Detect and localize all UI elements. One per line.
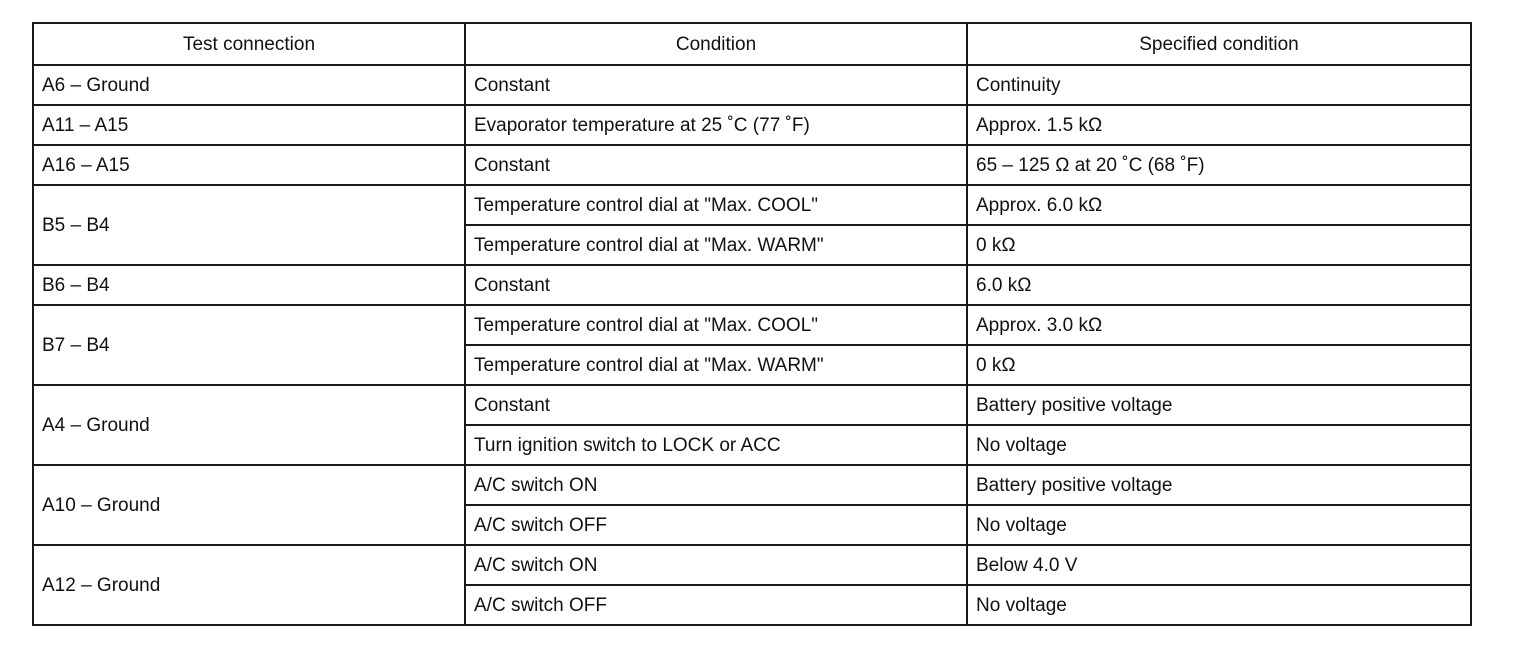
spec-table-container <box>32 22 1470 626</box>
test-connection-cell: A4 – Ground <box>33 385 465 465</box>
specified-condition-cell: 0 kΩ <box>967 345 1471 385</box>
header-condition: Condition <box>465 23 967 65</box>
table-row <box>33 65 1471 105</box>
condition-cell: A/C switch ON <box>465 465 967 505</box>
condition-cell: Constant <box>465 265 967 305</box>
specified-condition-cell: Approx. 3.0 kΩ <box>967 305 1471 345</box>
specified-condition-cell: Battery positive voltage <box>967 385 1471 425</box>
table-row <box>33 545 1471 585</box>
condition-cell: Constant <box>465 65 967 105</box>
table-row <box>33 105 1471 145</box>
test-connection-cell: B7 – B4 <box>33 305 465 385</box>
condition-cell: Evaporator temperature at 25 ˚C (77 ˚F) <box>465 105 967 145</box>
specified-condition-cell: 65 – 125 Ω at 20 ˚C (68 ˚F) <box>967 145 1471 185</box>
condition-cell: A/C switch OFF <box>465 505 967 545</box>
test-connection-cell: A11 – A15 <box>33 105 465 145</box>
test-connection-cell: A10 – Ground <box>33 465 465 545</box>
specified-condition-cell: 0 kΩ <box>967 225 1471 265</box>
test-connection-cell: B5 – B4 <box>33 185 465 265</box>
table-row <box>33 265 1471 305</box>
table-row <box>33 145 1471 185</box>
specified-condition-cell: No voltage <box>967 505 1471 545</box>
test-connection-cell: B6 – B4 <box>33 265 465 305</box>
test-connection-cell: A12 – Ground <box>33 545 465 625</box>
header-row <box>33 23 1471 65</box>
spec-table <box>32 22 1472 626</box>
condition-cell: Constant <box>465 385 967 425</box>
specified-condition-cell: Approx. 1.5 kΩ <box>967 105 1471 145</box>
condition-cell: Temperature control dial at "Max. COOL" <box>465 305 967 345</box>
specified-condition-cell: No voltage <box>967 585 1471 625</box>
condition-cell: Temperature control dial at "Max. WARM" <box>465 225 967 265</box>
table-row <box>33 185 1471 225</box>
condition-cell: Temperature control dial at "Max. WARM" <box>465 345 967 385</box>
specified-condition-cell: Continuity <box>967 65 1471 105</box>
specified-condition-cell: No voltage <box>967 425 1471 465</box>
condition-cell: A/C switch OFF <box>465 585 967 625</box>
test-connection-cell: A16 – A15 <box>33 145 465 185</box>
condition-cell: Constant <box>465 145 967 185</box>
table-row <box>33 465 1471 505</box>
specified-condition-cell: 6.0 kΩ <box>967 265 1471 305</box>
specified-condition-cell: Below 4.0 V <box>967 545 1471 585</box>
specified-condition-cell: Approx. 6.0 kΩ <box>967 185 1471 225</box>
header-test-connection: Test connection <box>33 23 465 65</box>
table-row <box>33 305 1471 345</box>
header-specified-condition: Specified condition <box>967 23 1471 65</box>
test-connection-cell: A6 – Ground <box>33 65 465 105</box>
specified-condition-cell: Battery positive voltage <box>967 465 1471 505</box>
table-row <box>33 385 1471 425</box>
condition-cell: A/C switch ON <box>465 545 967 585</box>
condition-cell: Turn ignition switch to LOCK or ACC <box>465 425 967 465</box>
condition-cell: Temperature control dial at "Max. COOL" <box>465 185 967 225</box>
